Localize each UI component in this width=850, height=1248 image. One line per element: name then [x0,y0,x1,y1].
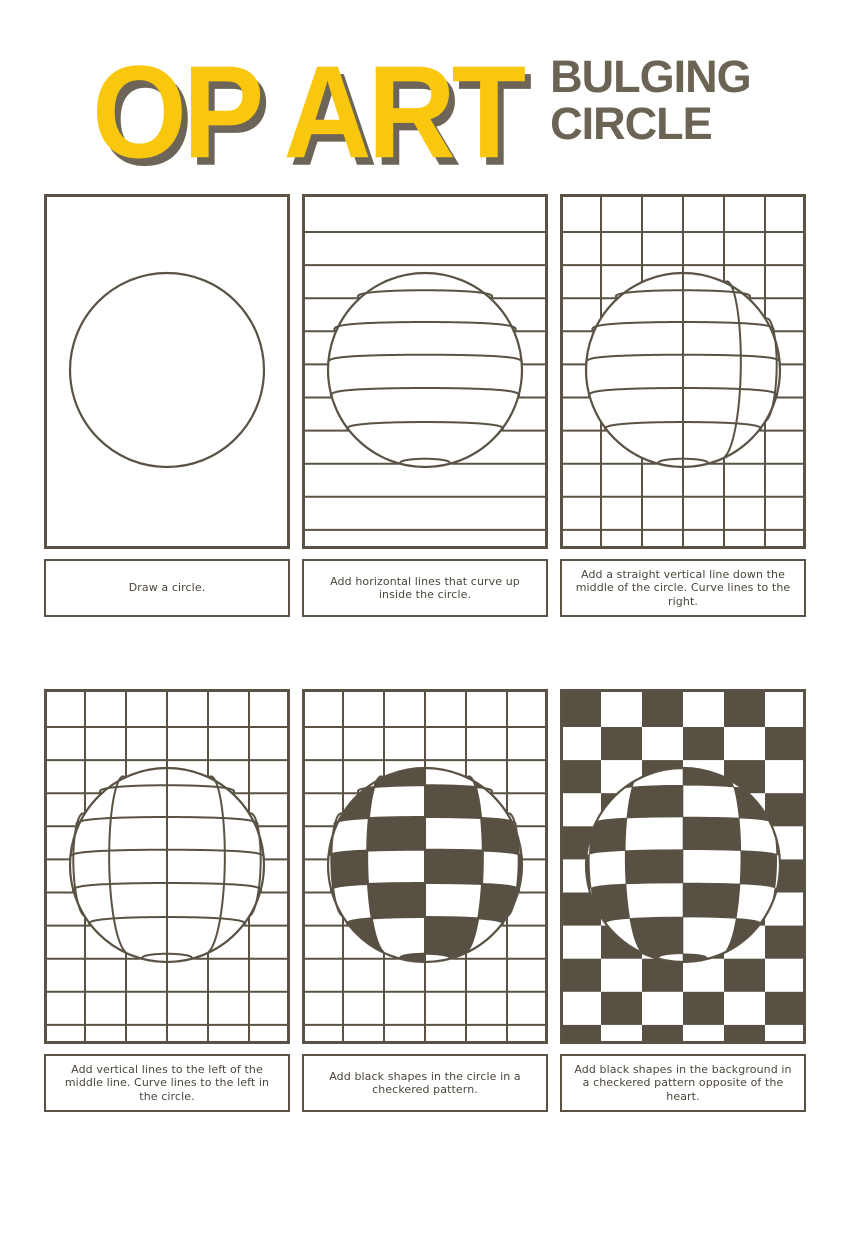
step-4-caption: Add vertical lines to the left of the middle line. Curve lines to the left in the circle. [64,1062,270,1103]
poster-header [92,38,850,186]
steps-row-2 [44,689,806,1112]
steps-grid [44,194,806,1112]
step-2-caption-box [302,559,548,617]
step-2 [302,194,548,617]
step-6-caption-box [560,1054,806,1112]
step-3 [560,194,806,617]
step-2-drawing-horizontal-lines [302,194,548,549]
step-3-drawing-vertical-line-right-curves [560,194,806,549]
title-bulging-circle [550,51,751,149]
step-4-drawing-full-grid [44,689,290,1044]
title-op-art: OP ART [92,38,523,186]
steps-row-1 [44,194,806,617]
step-4 [44,689,290,1112]
step-6 [560,689,806,1112]
step-1 [44,194,290,617]
step-6-caption: Add black shapes in the background in a checkered pattern opposite of the heart. [574,1062,792,1103]
step-5-drawing-checkered-circle [302,689,548,1044]
step-1-drawing-circle [44,194,290,549]
step-1-caption-box [44,559,290,617]
step-1-caption: Draw a circle. [128,581,206,595]
step-5-caption: Add black shapes in the circle in a checkered pattern. [329,1069,521,1096]
step-5-caption-box [302,1054,548,1112]
step-3-caption-box [560,559,806,617]
step-5 [302,689,548,1112]
step-6-drawing-checkered-background [560,689,806,1044]
step-4-caption-box [44,1054,290,1112]
title-sub-line2: CIRCLE [550,97,712,149]
step-3-caption: Add a straight vertical line down the middle of the circle. Curve lines to the right. [575,567,791,608]
poster [0,38,850,1248]
title-sub-line1: BULGING [550,51,751,102]
step-2-caption: Add horizontal lines that curve up inside the circle. [330,574,520,601]
